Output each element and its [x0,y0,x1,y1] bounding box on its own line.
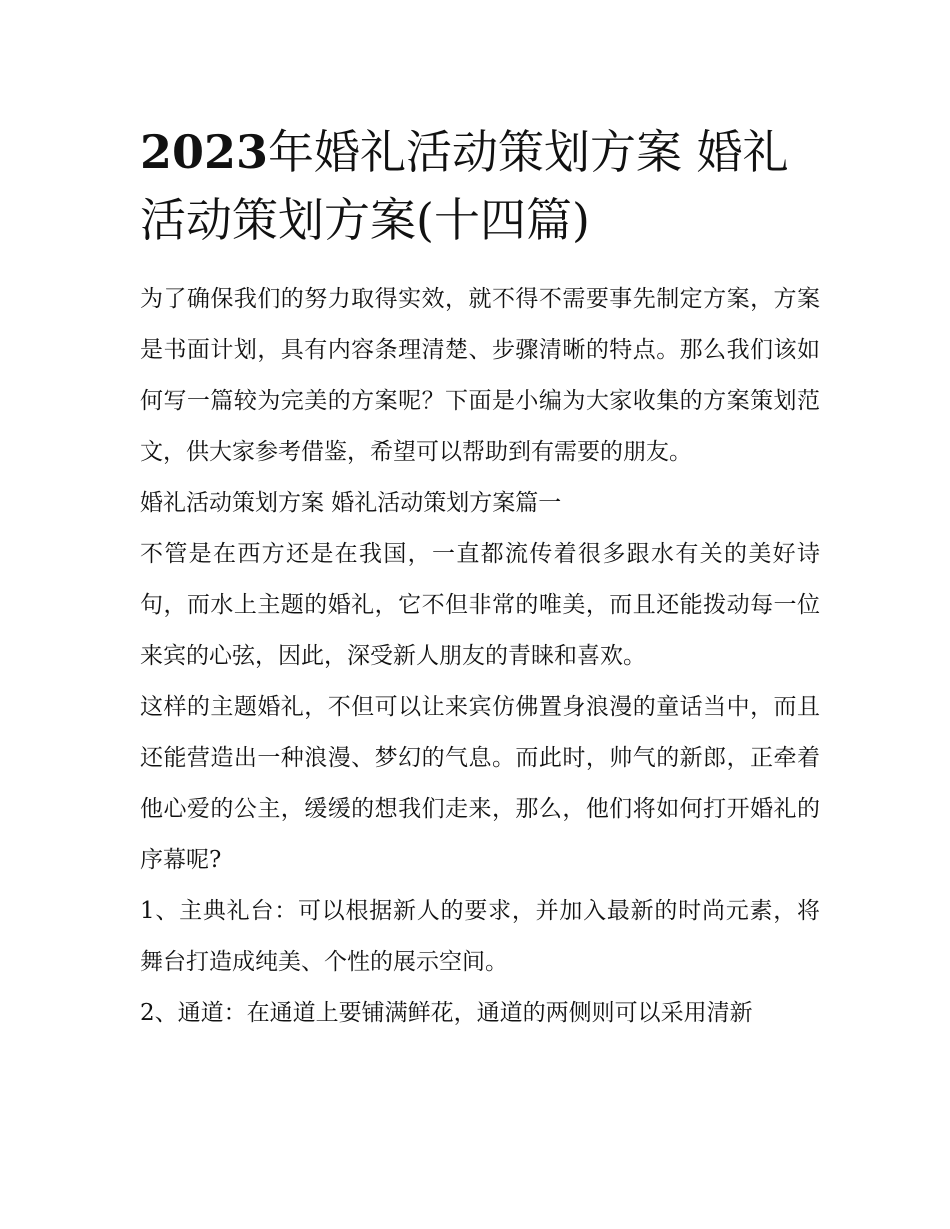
intro-paragraph: 为了确保我们的努力取得实效，就不得不需要事先制定方案，方案是书面计划，具有内容条理清楚、步骤清晰的特点。那么我们该如何写一篇较为完美的方案呢？下面是小编为大家收集的方案策划范文，供大家参考借鉴，希望可以帮助到有需要的朋友。 [140,286,820,465]
body-paragraph: 这样的主题婚礼，不但可以让来宾仿佛置身浪漫的童话当中，而且还能营造出一种浪漫、梦幻的气息。而此时，帅气的新郎，正牵着他心爱的公主，缓缓的想我们走来，那么，他们将如何打开婚礼的序幕呢? [140,694,820,873]
section-heading: 婚礼活动策划方案 婚礼活动策划方案篇一 [140,490,562,516]
document-title [140,118,820,254]
list-item: 2、通道：在通道上要铺满鲜花，通道的两侧则可以采用清新 [140,1000,753,1026]
document-page [140,118,820,1039]
title-year: 2023 [140,125,269,179]
title-text: 年婚礼活动策划方案 婚礼活动策划方案(十四篇) [140,125,789,247]
list-item: 1、主典礼台：可以根据新人的要求，并加入最新的时尚元素，将舞台打造成纯美、个性的展示空间。 [140,898,820,975]
body-paragraph: 不管是在西方还是在我国，一直都流传着很多跟水有关的美好诗句，而水上主题的婚礼，它不但非常的唯美，而且还能拨动每一位来宾的心弦，因此，深受新人朋友的青睐和喜欢。 [140,541,820,669]
